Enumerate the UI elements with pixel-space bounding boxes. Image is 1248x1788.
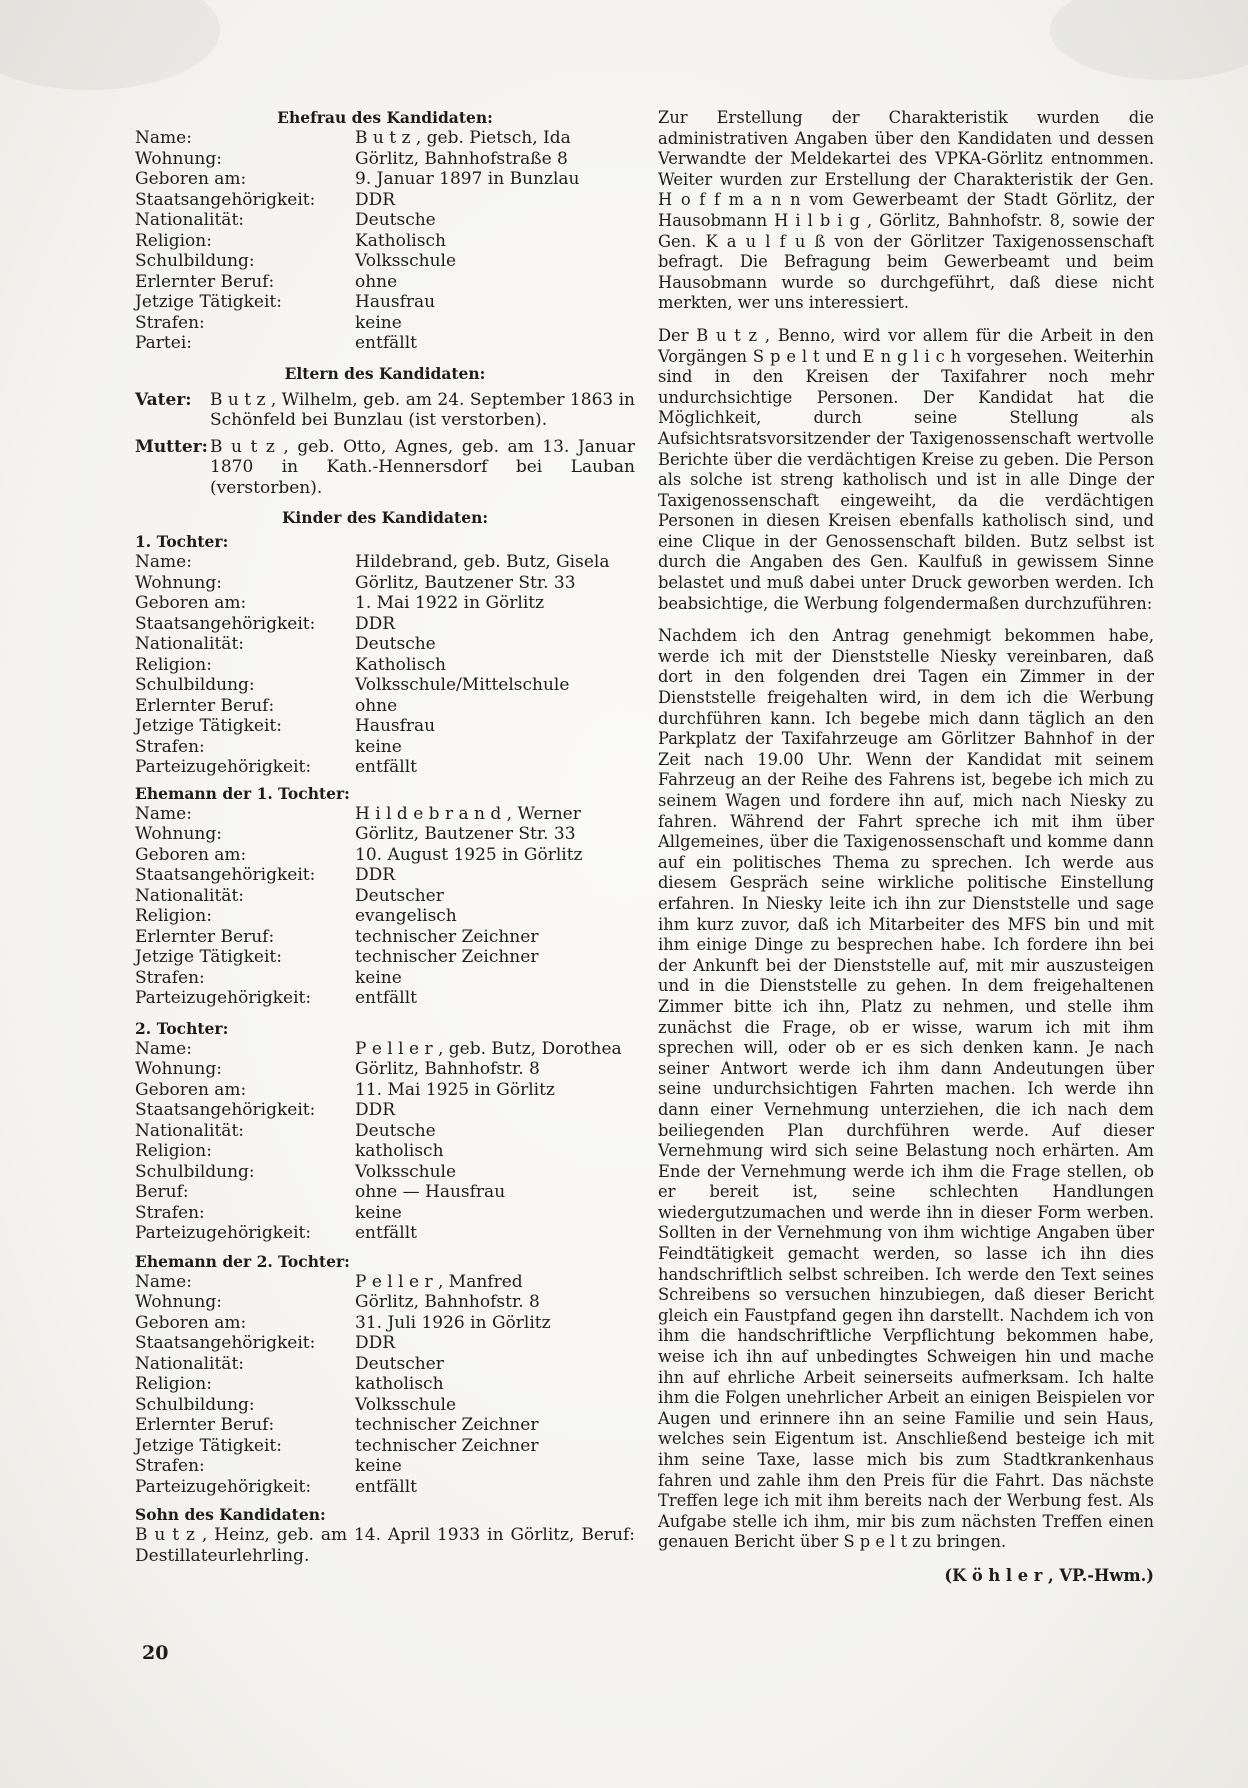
daughter1-field-value: Deutsche (355, 634, 436, 654)
daughter1-field-row (135, 552, 635, 573)
daughter1-field-row (135, 757, 635, 778)
daughter1-field-label: Wohnung: (135, 572, 222, 593)
daughter1-field-row (135, 737, 635, 758)
daughter1-field-value: DDR (355, 613, 396, 634)
daughter1-subhead: 1. Tochter: (135, 532, 229, 551)
husband1-field-row (135, 988, 635, 1009)
husband2-field-row (135, 1272, 635, 1293)
wife-field-label: Nationalität: (135, 210, 244, 230)
husband2-field-value: Deutscher (355, 1353, 444, 1374)
son-text: B u t z , Heinz, geb. am 14. April 1933 in Görlitz, Beruf: Destillateurlehrling. (135, 1525, 635, 1566)
daughter2-field-label: Name: (135, 1038, 192, 1059)
daughter2-field-row (135, 1080, 635, 1101)
husband1-field-value: Görlitz, Bautzener Str. 33 (355, 824, 576, 844)
daughter1-field-value: Hildebrand, geb. Butz, Gisela (355, 552, 610, 572)
daughter1-field-value: Volksschule/Mittelschule (355, 675, 570, 695)
wife-fields (135, 128, 635, 354)
daughter1-field-label: Erlernter Beruf: (135, 695, 275, 716)
daughter2-field-row (135, 1162, 635, 1183)
wife-field-value: Deutsche (355, 210, 436, 230)
wife-field-value: ohne (355, 271, 398, 292)
daughter2-field-label: Parteizugehörigkeit: (135, 1223, 312, 1243)
daughter2-field-row (135, 1223, 635, 1244)
wife-field-label: Name: (135, 128, 192, 148)
husband1-field-row (135, 968, 635, 989)
daughter2-field-label: Nationalität: (135, 1120, 244, 1141)
wife-field-label: Partei: (135, 333, 192, 353)
daughter2-field-label: Religion: (135, 1141, 212, 1161)
wife-heading: Ehefrau des Kandidaten: (277, 108, 493, 127)
son-subhead: Sohn des Kandidaten: (135, 1505, 326, 1524)
daughter2-field-value: 11. Mai 1925 in Görlitz (355, 1079, 555, 1100)
daughter1-field-value: keine (355, 736, 402, 757)
husband2-field-row (135, 1374, 635, 1395)
husband2-field-row (135, 1292, 635, 1313)
husband1-field-label: Staatsangehörigkeit: (135, 865, 316, 885)
daughter2-field-row (135, 1059, 635, 1080)
wife-field-label: Strafen: (135, 312, 205, 333)
husband2-field-value: P e l l e r , Manfred (355, 1271, 523, 1292)
husband1-field-row (135, 947, 635, 968)
wife-field-row (135, 128, 635, 149)
daughter1-field-value: Katholisch (355, 654, 446, 675)
daughter2-field-row (135, 1182, 635, 1203)
scan-smudge (1050, 0, 1248, 80)
mother-entry (135, 437, 635, 499)
husband2-field-value: technischer Zeichner (355, 1435, 539, 1456)
husband1-field-value: evangelisch (355, 906, 457, 926)
husband2-field-label: Parteizugehörigkeit: (135, 1476, 312, 1497)
husband2-field-label: Erlernter Beruf: (135, 1415, 275, 1435)
wife-field-value: Görlitz, Bahnhofstraße 8 (355, 148, 568, 169)
husband1-field-row (135, 845, 635, 866)
husband1-field-value: technischer Zeichner (355, 926, 539, 947)
wife-field-row (135, 190, 635, 211)
parents-heading: Eltern des Kandidaten: (284, 363, 486, 383)
wife-field-label: Schulbildung: (135, 251, 255, 271)
left-column (135, 108, 635, 1567)
husband1-field-row (135, 804, 635, 825)
daughter1-field-label: Religion: (135, 654, 212, 675)
daughter2-field-row (135, 1039, 635, 1060)
wife-field-row (135, 333, 635, 354)
husband1-field-label: Nationalität: (135, 885, 244, 906)
daughter1-field-label: Nationalität: (135, 634, 244, 654)
father-text: B u t z , Wilhelm, geb. am 24. September 1863 in Schönfeld bei Bunzlau (ist verstorben). (210, 389, 635, 430)
husband2-field-label: Name: (135, 1271, 192, 1292)
wife-field-label: Erlernter Beruf: (135, 271, 275, 292)
daughter2-field-value: Deutsche (355, 1120, 436, 1141)
wife-field-value: Katholisch (355, 230, 446, 251)
husband2-field-label: Wohnung: (135, 1292, 222, 1312)
wife-field-value: DDR (355, 189, 396, 210)
wife-field-row (135, 251, 635, 272)
husband1-field-row (135, 927, 635, 948)
husband2-field-value: keine (355, 1456, 402, 1476)
daughter2-field-label: Strafen: (135, 1202, 205, 1223)
daughter1-field-row (135, 716, 635, 737)
daughter1-field-label: Strafen: (135, 736, 205, 757)
husband2-fields (135, 1272, 635, 1498)
daughter1-field-row (135, 614, 635, 635)
daughter2-field-row (135, 1121, 635, 1142)
husband2-field-row (135, 1333, 635, 1354)
husband1-field-label: Jetzige Tätigkeit: (135, 947, 282, 967)
children-heading: Kinder des Kandidaten: (281, 508, 489, 527)
wife-field-label: Wohnung: (135, 148, 222, 169)
husband1-field-label: Parteizugehörigkeit: (135, 988, 312, 1008)
husband2-field-value: 31. Juli 1926 in Görlitz (355, 1312, 551, 1333)
husband2-field-label: Geboren am: (135, 1312, 247, 1333)
scan-smudge (0, 0, 220, 90)
wife-field-value: entfällt (355, 333, 417, 353)
husband2-field-label: Schulbildung: (135, 1394, 255, 1415)
paragraph-2: Der B u t z , Benno, wird vor allem für die Arbeit in den Vorgängen S p e l t und E n g l i c h vorgesehen. Weiterhin sind in den Kreisen der Taxifahrer noch mehr undurchsichtige Personen. Der Kandidat hat die Möglichkeit, durch seine Stellung als Aufsichtsratsvorsitzender der Taxigenossenschaft wertvolle Berichte über die verdächtigen Kreise zu geben. Die Person als solche ist streng katholisch und ist in alle Dinge der Taxigenossenschaft eingeweiht, da die verdächtigen Personen in diesen Kreisen ebenfalls katholisch sind, und eine Clique in der Genossenschaft bilden. Butz selbst ist durch die Angaben des Gen. Kaulfuß in gewissem Sinne belastet und muß dabei unter Druck geworben werden. Ich beabsichtige, die Werbung folgendermaßen durchzuführen: (658, 325, 1154, 613)
daughter1-field-label: Schulbildung: (135, 675, 255, 695)
daughter2-field-value: Görlitz, Bahnhofstr. 8 (355, 1059, 540, 1079)
daughter2-field-label: Schulbildung: (135, 1161, 255, 1182)
wife-field-label: Geboren am: (135, 169, 247, 189)
daughter2-field-label: Staatsangehörigkeit: (135, 1100, 316, 1120)
husband1-field-row (135, 906, 635, 927)
husband1-field-label: Strafen: (135, 967, 205, 988)
husband1-field-value: entfällt (355, 988, 417, 1008)
husband1-field-value: H i l d e b r a n d , Werner (355, 803, 581, 824)
paragraph-3: Nachdem ich den Antrag genehmigt bekommen habe, werde ich mit der Dienststelle Niesky vereinbaren, daß dort in den folgenden drei Tagen ein Zimmer in der Dienststelle freigehalten wird, in dem ich die Werbung durchführen kann. Ich begebe mich dann täglich an den Parkplatz der Taxifahrzeuge am Görlitzer Bahnhof in der Zeit nach 19.00 Uhr. Wenn der Kandidat mit seinem Fahrzeug an der Reihe des Fahrens ist, begebe ich mich zu seinem Wagen und fordere ihn auf, mich nach Niesky zu fahren. Während der Fahrt spreche ich mit ihm über Allgemeines, über die Taxigenossenschaft und komme dann auf ein politisches Thema zu sprechen. Ich werde aus diesem Gespräch seine wirkliche politische Einstellung erfahren. In Niesky leite ich ihn zur Dienststelle und sage ihm kurz zuvor, daß ich Mitarbeiter des MFS bin und mit ihm einige Dinge zu besprechen habe. Ich fordere ihn bei der Ankunft bei der Dienststelle auf, mit mir auszusteigen und in die Dienststelle zu gehen. In dem freigehaltenen Zimmer bitte ich ihn, Platz zu nehmen, und stelle ihm zunächst die Frage, ob er wisse, warum ich mit ihm sprechen will, oder ob er es sich denken kann. Je nach seiner Antwort werde ich ihm dann Andeutungen über seine undurchsichtigen Fahrten machen. Ich werde ihn dann einer Vernehmung unterziehen, die ich nach dem beiliegenden Plan durchführen werde. Auf dieser Vernehmung wird sich seine Belastung noch erhärten. Am Ende der Vernehmung werde ich ihm die Frage stellen, ob er bereit ist, seine schlechten Handlungen wiedergutzumachen und werde ihn in dieser Form werben. Sollten in der Vernehmung von ihm wichtige Angaben über Feindtätigkeit gemacht werden, so lasse ich ihn dies handschriftlich selbst schreiben. Ich werde den Text seines Schreibens so versuchen hinzubiegen, daß dieser Bericht gleich ein Faustpfand gegen ihn darstellt. Nachdem ich von ihm die handschriftliche Verpflichtung bekommen habe, weise ich ihn auf unbedingtes Schweigen hin und mache ihn auf ehrliche Arbeit seinerseits aufmerksam. Ich halte ihm die Folgen unehrlicher Arbeit an einigen Beispielen vor Augen und erinnere ihn an seine Familie und sein Haus, welches sein Eigentum ist. Anschließend besteige ich mit ihm seine Taxe, lasse mich bis zum Stadtkrankenhaus fahren und zahle ihm den Preis für die Fahrt. Das nächste Treffen lege ich mit ihm bereits nach der Werbung fest. Als Aufgabe stelle ich ihm, mir bis zum nächsten Treffen einen genauen Bericht über S p e l t zu bringen. (658, 626, 1154, 1552)
daughter2-field-value: Volksschule (355, 1161, 457, 1182)
husband2-field-row (135, 1436, 635, 1457)
mother-label: Mutter: (135, 436, 208, 457)
page-number: 20 (142, 1642, 169, 1664)
daughter1-field-row (135, 573, 635, 594)
husband2-field-label: Jetzige Tätigkeit: (135, 1435, 282, 1456)
father-entry (135, 390, 635, 431)
daughter1-field-label: Staatsangehörigkeit: (135, 613, 316, 634)
daughter1-field-label: Jetzige Tätigkeit: (135, 716, 282, 736)
daughter2-field-row (135, 1141, 635, 1162)
husband2-field-row (135, 1395, 635, 1416)
daughter1-field-row (135, 696, 635, 717)
wife-field-row (135, 313, 635, 334)
daughter2-field-value: keine (355, 1202, 402, 1223)
father-label: Vater: (135, 389, 192, 410)
daughter2-field-value: entfällt (355, 1223, 417, 1243)
husband2-field-row (135, 1354, 635, 1375)
wife-field-label: Staatsangehörigkeit: (135, 189, 316, 210)
daughter1-field-row (135, 655, 635, 676)
daughter2-field-value: P e l l e r , geb. Butz, Dorothea (355, 1038, 622, 1059)
husband2-field-value: DDR (355, 1333, 396, 1353)
husband1-field-label: Wohnung: (135, 824, 222, 844)
husband2-field-row (135, 1415, 635, 1436)
husband1-field-label: Geboren am: (135, 844, 247, 865)
husband1-field-row (135, 824, 635, 845)
daughter2-field-value: DDR (355, 1100, 396, 1120)
husband1-field-label: Name: (135, 803, 192, 824)
signature: (K ö h l e r , VP.-Hwm.) (944, 1565, 1154, 1585)
wife-field-value: Volksschule (355, 251, 457, 271)
husband2-subhead: Ehemann der 2. Tochter: (135, 1251, 350, 1271)
daughter2-field-row (135, 1100, 635, 1121)
right-column (658, 108, 1154, 1587)
wife-field-label: Religion: (135, 230, 212, 251)
husband1-field-value: keine (355, 967, 402, 988)
husband2-field-row (135, 1456, 635, 1477)
daughter2-fields (135, 1039, 635, 1244)
daughter1-field-value: Görlitz, Bautzener Str. 33 (355, 572, 576, 593)
husband1-field-row (135, 886, 635, 907)
husband1-field-row (135, 865, 635, 886)
wife-field-value: B u t z , geb. Pietsch, Ida (355, 128, 571, 148)
daughter1-field-row (135, 634, 635, 655)
wife-field-row (135, 231, 635, 252)
husband1-field-label: Religion: (135, 906, 212, 926)
wife-field-row (135, 272, 635, 293)
husband2-field-row (135, 1477, 635, 1498)
husband2-field-value: Volksschule (355, 1394, 457, 1415)
husband1-field-value: technischer Zeichner (355, 947, 539, 967)
husband1-field-value: DDR (355, 865, 396, 885)
wife-field-value: 9. Januar 1897 in Bunzlau (355, 169, 580, 189)
wife-field-row (135, 149, 635, 170)
wife-field-row (135, 210, 635, 231)
daughter1-field-label: Name: (135, 552, 192, 572)
mother-text: B u t z , geb. Otto, Agnes, geb. am 13. Januar 1870 in Kath.-Hennersdorf bei Lauban (verstorben). (210, 436, 635, 498)
daughter2-field-row (135, 1203, 635, 1224)
wife-field-value: Hausfrau (355, 292, 436, 312)
husband2-field-label: Strafen: (135, 1456, 205, 1476)
husband2-field-row (135, 1313, 635, 1334)
husband1-field-value: Deutscher (355, 885, 444, 906)
husband1-fields (135, 804, 635, 1009)
husband2-field-label: Staatsangehörigkeit: (135, 1333, 316, 1353)
husband2-field-value: technischer Zeichner (355, 1415, 539, 1435)
daughter1-field-value: entfällt (355, 757, 417, 777)
wife-field-row (135, 169, 635, 190)
daughter2-field-label: Wohnung: (135, 1059, 222, 1079)
husband2-field-value: entfällt (355, 1476, 417, 1497)
daughter2-field-label: Beruf: (135, 1182, 189, 1202)
daughter1-fields (135, 552, 635, 778)
husband1-subhead: Ehemann der 1. Tochter: (135, 783, 350, 803)
husband2-field-label: Religion: (135, 1374, 212, 1394)
husband1-field-label: Erlernter Beruf: (135, 926, 275, 947)
daughter2-field-label: Geboren am: (135, 1079, 247, 1100)
husband2-field-value: katholisch (355, 1374, 444, 1394)
husband2-field-label: Nationalität: (135, 1353, 244, 1374)
daughter1-field-value: Hausfrau (355, 716, 436, 736)
daughter1-field-row (135, 593, 635, 614)
husband2-field-value: Görlitz, Bahnhofstr. 8 (355, 1292, 540, 1312)
wife-field-label: Jetzige Tätigkeit: (135, 292, 282, 312)
daughter1-field-row (135, 675, 635, 696)
daughter1-field-label: Parteizugehörigkeit: (135, 757, 312, 777)
wife-field-value: keine (355, 312, 402, 333)
husband1-field-value: 10. August 1925 in Görlitz (355, 844, 583, 865)
daughter2-field-value: ohne — Hausfrau (355, 1182, 506, 1202)
wife-field-row (135, 292, 635, 313)
daughter1-field-value: 1. Mai 1922 in Görlitz (355, 593, 545, 613)
daughter2-field-value: katholisch (355, 1141, 444, 1161)
daughter1-field-label: Geboren am: (135, 593, 247, 613)
daughter1-field-value: ohne (355, 695, 398, 716)
daughter2-subhead: 2. Tochter: (135, 1018, 229, 1038)
paragraph-1: Zur Erstellung der Charakteristik wurden die administrativen Angaben über den Kandidaten und dessen Verwandte der Meldekartei des VPKA-Görlitz entnommen. Weiter wurden zur Erstellung der Charakteristik der Gen. H o f f m a n n vom Gewerbeamt der Stadt Görlitz, der Hausobmann H i l b i g , Görlitz, Bahnhofstr. 8, sowie der Gen. K a u l f u ß von der Görlitzer Taxigenossenschaft befragt. Die Befragung beim Gewerbeamt und beim Hausobmann wurde so durchgeführt, daß diese nicht merkten, wer uns interessiert. (658, 108, 1154, 313)
